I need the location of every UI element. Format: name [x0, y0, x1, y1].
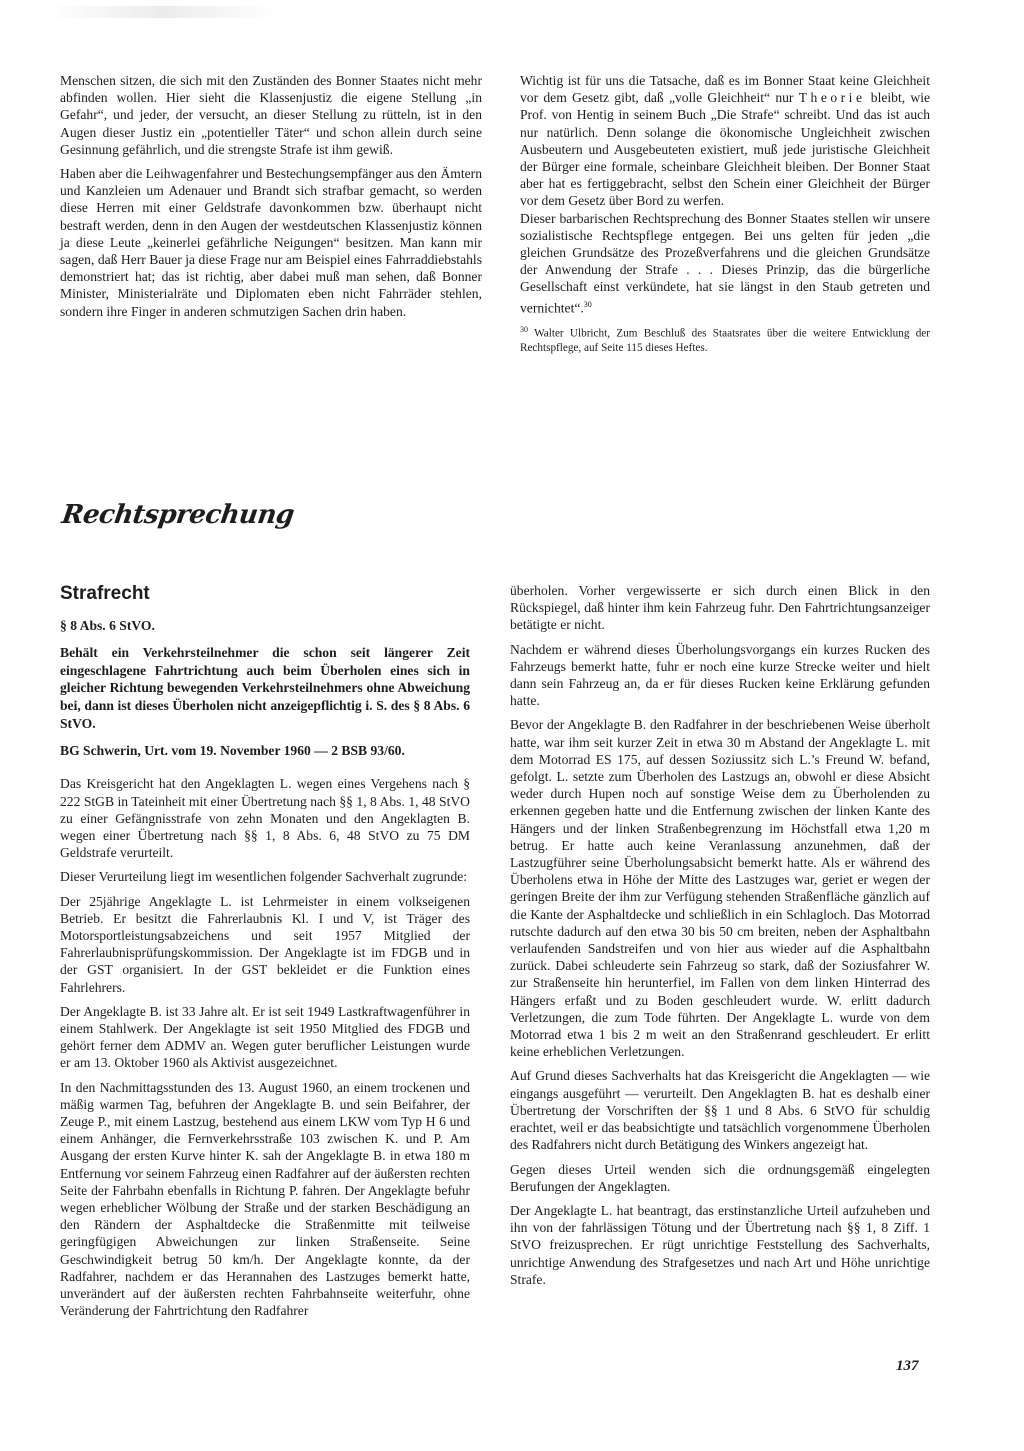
- paragraph: Der 25jährige Angeklagte L. ist Lehrmeister in einem volkseigenen Betrieb. Er besitzt die Fahrerlaubnis Kl. I und V, ist Träger des Motorsportleistungsabzeichens und seit 1957 Mitglied der Fahrerlaubnisprüfungskommission. Der Angeklagte ist im FDGB und in der GST organisiert. In der GST bekleidet er die Funktion eines Fahrlehrers.: [60, 893, 470, 995]
- paragraph: Das Kreisgericht hat den Angeklagten L. wegen eines Vergehens nach § 222 StGB in Tateinheit mit einer Übertretung nach §§ 1, 8 Abs. 1, 48 StVO zu einer Gefängnisstrafe von zehn Monaten und den Angeklagten B. wegen einer Übertretung nach §§ 1, 8 Abs. 6, 48 StVO zu 75 DM Geldstrafe verurteilt.: [60, 776, 470, 861]
- subheading: Strafrecht: [60, 583, 150, 604]
- paragraph: Haben aber die Leihwagenfahrer und Bestechungsempfänger aus den Ämtern und Kanzleien um Adenauer und Brandt sich strafbar gemacht, so werden diese Herren mit einer Geldstrafe davonkommen bzw. überhaupt nicht bestraft werden, denn in den Augen der westdeutschen Klassenjustiz können ja diese Leute „keinerlei gefährliche Neigungen“ besitzen. Man kann mir sagen, daß Herr Bauer ja diese Frage nur am Beispiel eines Fahrraddiebstahls demonstriert hat; das ist richtig, aber dabei muß man sehen, daß Bonner Minister, Ministerialräte und Diplomaten eben nicht Fahrräder stehlen, sondern ihre Finger in anderen schmutzigen Sachen drin haben.: [60, 166, 482, 319]
- paragraph: Nachdem er während dieses Überholungsvorgangs ein kurzes Rucken des Fahrzeugs bemerkt hatte, fuhr er noch eine kurze Strecke weiter und hielt dann sein Fahrzeug an, da er für dieses Rucken keine Erklärung gefunden hatte.: [510, 641, 930, 709]
- bottom-left-column: [60, 582, 470, 1326]
- footnote-reference: 30: [583, 299, 592, 309]
- paragraph: Gegen dieses Urteil wenden sich die ordnungsgemäß eingelegten Berufungen der Angeklagten.: [510, 1161, 930, 1194]
- paragraph: Der Angeklagte B. ist 33 Jahre alt. Er ist seit 1949 Lastkraftwagenführer in einem Stahlwerk. Der Angeklagte ist seit 1950 Mitglied des FDGB und gehört ferner dem ADMV an. Wegen guter beruflicher Leistungen wurde er am 13. Oktober 1960 als Aktivist ausgezeichnet.: [60, 1003, 470, 1071]
- emphasized-word: Theorie: [798, 90, 866, 106]
- law-reference: § 8 Abs. 6 StVO.: [60, 618, 155, 633]
- top-right-column: [520, 72, 930, 362]
- paragraph: überholen. Vorher vergewisserte er sich durch einen Blick in den Rückspiegel, daß hinter ihm kein Fahrzeug fuhr. Den Fahrtrichtungsanzeiger betätigte er nicht.: [510, 583, 930, 633]
- paragraph: Auf Grund dieses Sachverhalts hat das Kreisgericht die Angeklagten — wie eingangs ausgeführt — verurteilt. Den Angeklagten B. hat es deshalb einer Übertretung der Vorschriften der §§ 1 und 8 Abs. 6 StVO für schuldig erachtet, weil er das beabsichtigte und tatsächlich vorgenommene Überholen des Radfahrers nicht durch Betätigung des Winkers angezeigt hat.: [510, 1068, 930, 1153]
- paragraph: Menschen sitzen, die sich mit den Zuständen des Bonner Staates nicht mehr abfinden wollen. Hier sieht die Klassenjustiz die eigene Stellung „in Gefahr“, und jeder, der versucht, an dieser Stellung zu rütteln, ist in den Augen dieser Justiz ein „potentieller Täter“ und schon allein durch seine Gesinnung gefährlich, und die strengste Strafe ist ihm gewiß.: [60, 73, 482, 157]
- headnote: Behält ein Verkehrsteilnehmer die schon seit längerer Zeit eingeschlagene Fahrtrichtung auch beim Überholen eines sich in gleicher Richtung bewegenden Verkehrsteilnehmers ohne Abweichung bei, dann ist dieses Überholen nicht anzeigepflichtig i. S. des § 8 Abs. 6 StVO.: [60, 645, 470, 731]
- paragraph: Dieser Verurteilung liegt im wesentlichen folgender Sachverhalt zugrunde:: [60, 869, 468, 885]
- paragraph: Bevor der Angeklagte B. den Radfahrer in der beschriebenen Weise überholt hatte, war ihm seit kurzer Zeit in etwa 30 m Abstand der Angeklagte L. mit dem Motorrad ES 175, auf dessen Soziussitz sich L.’s Freund W. befand, gefolgt. L. setzte zum Überholen des Lastzugs an, obwohl er diese Absicht weder durch Hupen noch auf sonstige Weise dem zu Überholenden zu erkennen gegeben hatte und die Entfernung zwischen der linken Kante des Hängers und der linken Straßenbegrenzung im Höchstfall etwa 1,20 m betrug. Er hatte auch keine Veranlassung anzunehmen, daß der Lastzugführer seine Überholungsabsicht bemerkt hatte. Als er während des Überholens etwa in Höhe der Mitte des Lastzuges war, geriet er wegen der geringen Breite der ihm zur Verfügung stehenden Straßenfläche gänzlich auf die Kante der Asphaltdecke und schließlich in ein Schlagloch. Das Motorrad rutschte dadurch auf den etwa 30 bis 50 cm breiten, neben der Asphaltbahn verlaufenden Sandstreifen und von hier aus wieder auf die Asphaltbahn zurück. Dabei schleuderte sein Fahrzeug so stark, daß der Soziusfahrer W. zur Straßenseite hin herunterfiel, im Fallen von dem linken Hinterrad des Hängers erfaßt und zu Boden geschleudert wurde. W. erlitt dadurch Verletzungen, die zum Tode führten. Der Angeklagte L. wurde von dem Motorrad etwa 1 bis 2 m weit an den Straßenrand geschleudert. Er erlitt keine erheblichen Verletzungen.: [510, 717, 930, 1060]
- top-left-column: [60, 72, 482, 327]
- text-run: bleibt, wie Prof. von Hentig in seinem Buch „Die Strafe“ schreibt. Und das ist auch nur natürlich. Denn solange die ökonomische Ungleichheit zwischen Ausbeutern und Ausgebeuteten existiert, muß jede juristische Gleichheit der Bürger eine formale, scheinbare Gleichheit bleiben. Der Bonner Staat aber hat es fertiggebracht, selbst den Schein einer Gleichheit der Bürger vor dem Gesetz über Bord zu werfen.: [520, 90, 931, 209]
- text-run: Wichtig ist für uns die Tatsache, daß es im Bonner Staat keine Gleichheit vor dem Gesetz gibt, daß „volle Gleichheit“ nur: [520, 73, 930, 106]
- page-number: 137: [896, 1358, 919, 1374]
- paragraph: In den Nachmittagsstunden des 13. August 1960, an einem trockenen und mäßig warmen Tag, befuhren der Angeklagte B. und sein Beifahrer, der Zeuge P., mit einem Lastzug, bestehend aus einem LKW vom Typ H 6 und einem Anhänger, die Fernverkehrsstraße 103 zwischen K. und P. Am Ausgang der ersten Kurve hinter K. sah der Angeklagte B. in etwa 180 m Entfernung vor seinem Fahrzeug einen Radfahrer auf der äußersten rechten Seite der Fahrbahn ebenfalls in Richtung P. fahren. Der Angeklagte befuhr wegen erheblicher Wölbung der Straße und der starken Beschädigung an den Rändern der Asphaltdecke die Straßenmitte mit teilweise geringfügigen Abweichungen zur linken Straßenseite. Seine Geschwindigkeit betrug 50 km/h. Der Angeklagte konnte, da der Radfahrer, nachdem er das Herannahen des Lastzuges bemerkt hatte, unverändert auf der äußersten rechten Fahrbahnseite weiterfuhr, ohne Veränderung der Fahrtrichtung den Radfahrer: [60, 1079, 470, 1319]
- paragraph: [520, 210, 930, 317]
- text-run: Dieser barbarischen Rechtsprechung des Bonner Staates stellen wir unsere sozialistische Rechtspflege entgegen. Bei uns gelten für jeden „die gleichen Grundsätze des Prozeßverfahrens und die gleichen Grundsätze der Anwendung der Strafe . . . Dieses Prinzip, das die bürgerliche Gesellschaft einst verkündete, hat sie längst in den Staub getreten und vernichtet“.: [520, 210, 930, 316]
- section-heading: Rechtsprechung: [59, 500, 296, 530]
- bottom-right-column: [510, 582, 930, 1295]
- scan-smudge: [48, 6, 278, 18]
- court-reference: BG Schwerin, Urt. vom 19. November 1960 — 2 BSB 93/60.: [60, 743, 405, 759]
- paragraph: [520, 72, 930, 210]
- footnote-text: Walter Ulbricht, Zum Beschluß des Staatsrates über die weitere Entwicklung der Rechtspflege, auf Seite 115 dieses Heftes.: [520, 328, 930, 354]
- footnote: [520, 323, 930, 355]
- footnote-number: 30: [520, 325, 528, 335]
- paragraph: Der Angeklagte L. hat beantragt, das erstinstanzliche Urteil aufzuheben und ihn von der fahrlässigen Tötung und der Übertretung nach §§ 1, 8 Ziff. 1 StVO freizusprechen. Er rügt unrichtige Feststellung des Sachverhalts, unrichtige Anwendung des Strafgesetzes und nach Art und Höhe unrichtige Strafe.: [510, 1202, 930, 1287]
